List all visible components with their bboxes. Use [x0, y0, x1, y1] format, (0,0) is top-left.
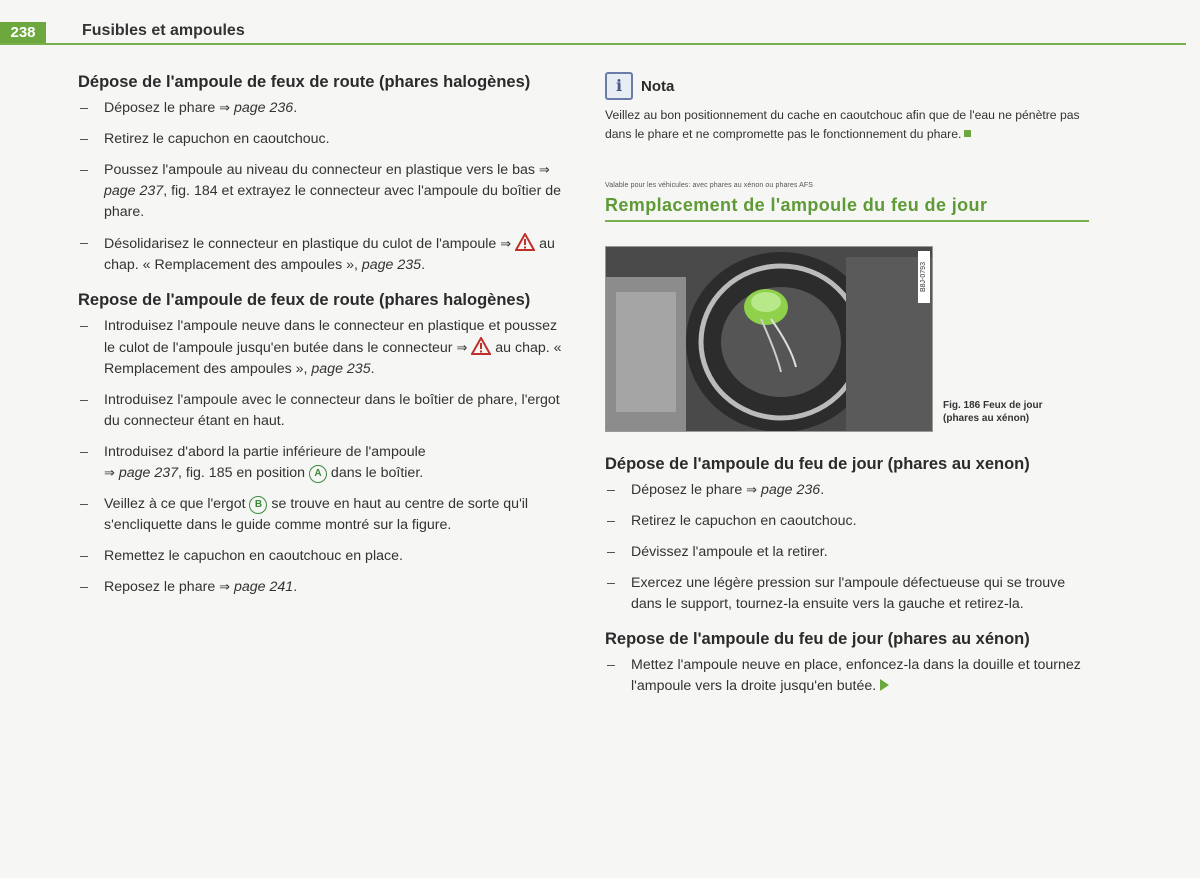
section-heading: Repose de l'ampoule du feu de jour (phares au xénon): [605, 630, 1030, 648]
running-header: Fusibles et ampoules: [82, 22, 245, 39]
header-divider: [0, 43, 1186, 45]
page-link[interactable]: page 241: [234, 579, 294, 595]
page-link[interactable]: page 235: [311, 361, 371, 377]
page-link[interactable]: page 236: [234, 100, 294, 116]
warning-triangle-icon[interactable]: [471, 337, 491, 355]
step-list: [78, 98, 568, 276]
position-b-marker: B: [249, 496, 267, 514]
page-link[interactable]: page 237: [104, 183, 164, 199]
step-item: – Exercez une légère pression sur l'ampoule défectueuse qui se trouve dans le support, tournez-la ensuite vers la gauche et retirez-la.: [605, 573, 1095, 615]
section-title: Remplacement de l'ampoule du feu de jour: [605, 195, 1089, 222]
step-item: – Veillez à ce que l'ergot B se trouve en haut au centre de sorte qu'il s'encliquette dans le guide comme montré sur la figure.: [78, 494, 568, 536]
page-link[interactable]: page 235: [361, 257, 422, 273]
right-column: [605, 72, 1095, 707]
step-item: – Dévissez l'ampoule et la retirer.: [605, 542, 1095, 563]
step-list: [605, 655, 1095, 697]
step-item: – Retirez le capuchon en caoutchouc.: [78, 129, 568, 150]
section-heading: Repose de l'ampoule de feux de route (phares halogènes): [78, 291, 531, 309]
left-column: [78, 72, 568, 608]
step-item: – Reposez le phare ⇒ page 241.: [78, 577, 568, 598]
page-number: 238: [0, 22, 46, 43]
step-item: – Introduisez d'abord la partie inférieure de l'ampoule ⇒ page 237, fig. 185 en position A dans le boîtier.: [78, 442, 568, 484]
step-item: – Introduisez l'ampoule avec le connecteur dans le boîtier de phare, l'ergot du connecteur étant en haut.: [78, 390, 568, 432]
step-item: – Introduisez l'ampoule neuve dans le connecteur en plastique et poussez le culot de l'ampoule jusqu'en butée dans le connecteur ⇒ au chap. « Remplacement des ampoules », page 235.: [78, 316, 568, 380]
step-item: – Mettez l'ampoule neuve en place, enfoncez-la dans la douille et tournez l'ampoule vers la droite jusqu'en butée.: [605, 655, 1095, 697]
figure-block: [605, 246, 1095, 432]
step-item: – Déposez le phare ⇒ page 236.: [78, 98, 568, 119]
section-heading: Dépose de l'ampoule de feux de route (phares halogènes): [78, 73, 531, 91]
figure-code: B8J-0793: [918, 251, 930, 303]
end-marker-icon: [964, 130, 971, 137]
info-icon: i: [605, 72, 633, 100]
step-item: – Désolidarisez le connecteur en plastique du culot de l'ampoule ⇒ au chap. « Remplacement des ampoules », page 235.: [78, 233, 568, 276]
step-list: [605, 480, 1095, 615]
step-item: – Poussez l'ampoule au niveau du connecteur en plastique vers le bas ⇒ page 237, fig. 184 et extrayez le connecteur avec l'ampoule du boîtier de phare.: [78, 160, 568, 223]
nota-text: Veillez au bon positionnement du cache en caoutchouc afin que de l'eau ne pénètre pas dans le phare et ne compromette pas le fonctionnement du phare.: [605, 108, 1080, 141]
nota-label: Nota: [641, 77, 675, 95]
section-heading: Dépose de l'ampoule du feu de jour (phares au xenon): [605, 455, 1030, 473]
page-link[interactable]: page 237: [118, 465, 179, 481]
step-item: – Retirez le capuchon en caoutchouc.: [605, 511, 1095, 532]
validity-note: Valable pour les véhicules: avec phares au xénon ou phares AFS: [605, 182, 814, 189]
warning-triangle-icon[interactable]: [515, 233, 535, 251]
figure-186: [605, 246, 933, 432]
position-a-marker: A: [309, 465, 327, 483]
step-item: – Remettez le capuchon en caoutchouc en place.: [78, 546, 568, 567]
nota-header: [605, 72, 1095, 100]
headlight-illustration: [606, 247, 932, 431]
continue-arrow-icon[interactable]: [880, 679, 889, 691]
step-item: – Déposez le phare ⇒ page 236.: [605, 480, 1095, 501]
page-link[interactable]: page 236: [761, 482, 821, 498]
figure-caption: Fig. 186 Feux de jour (phares au xénon): [943, 400, 1043, 424]
step-list: [78, 316, 568, 598]
